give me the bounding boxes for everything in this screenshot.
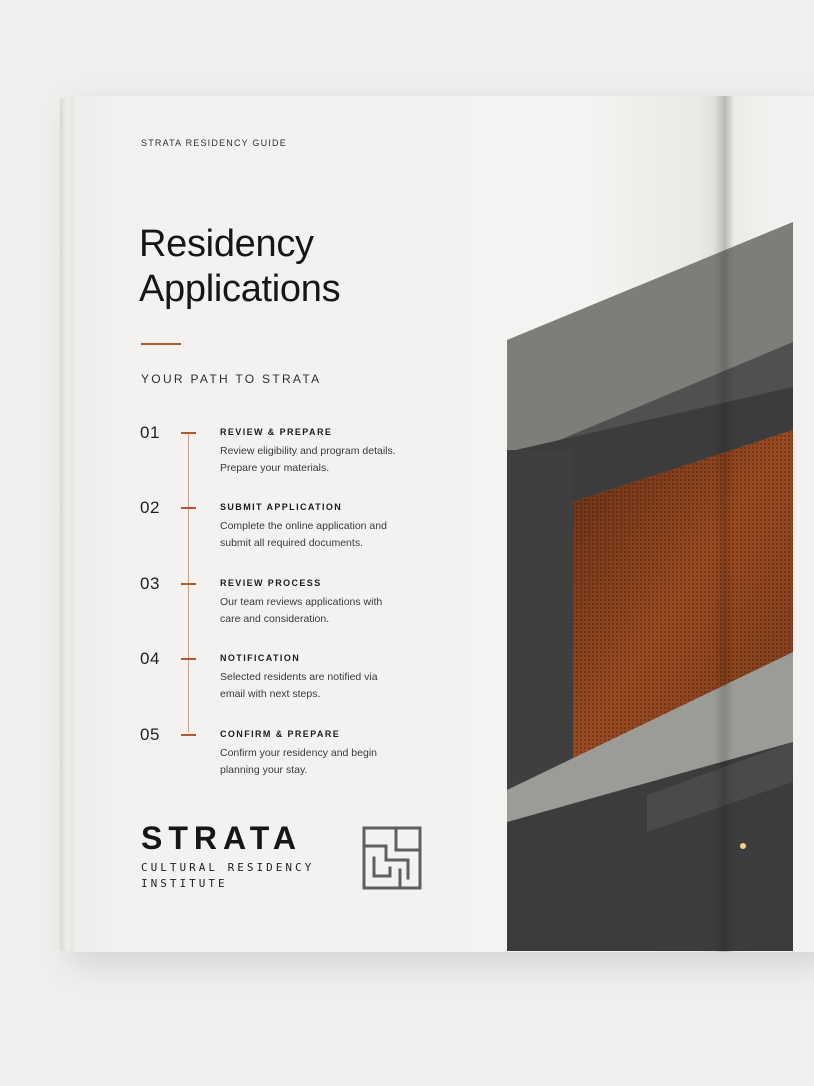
step-heading: SUBMIT APPLICATION — [220, 502, 343, 512]
step-description — [220, 594, 430, 627]
accent-rule — [141, 343, 181, 345]
step-notification — [140, 649, 440, 718]
architecture-photo — [507, 222, 793, 951]
step-submit-application — [140, 498, 440, 567]
step-description-line: Prepare your materials. — [220, 461, 330, 474]
step-number: 01 — [140, 423, 160, 442]
step-description-line: care and consideration. — [220, 612, 330, 625]
step-number: 04 — [140, 649, 160, 668]
step-description — [220, 518, 430, 551]
step-tick — [181, 734, 196, 736]
step-heading: REVIEW & PREPARE — [220, 427, 333, 437]
guide-eyebrow: STRATA RESIDENCY GUIDE — [141, 138, 287, 148]
step-description-line: Confirm your residency and begin — [220, 747, 377, 759]
step-tick — [181, 507, 196, 509]
strata-maze-logo-icon — [362, 826, 422, 890]
step-description — [220, 669, 430, 702]
page-gutter-shadow — [714, 96, 734, 952]
step-description-line: submit all required documents. — [220, 536, 363, 549]
step-number: 05 — [140, 725, 160, 744]
step-description — [220, 443, 430, 476]
step-review-prepare — [140, 423, 440, 492]
section-subtitle: YOUR PATH TO STRATA — [141, 372, 322, 386]
brand-subtitle-line: CULTURAL RESIDENCY — [141, 861, 315, 874]
step-description-line: Review eligibility and program details. — [220, 445, 396, 457]
step-heading: CONFIRM & PREPARE — [220, 729, 341, 739]
brand-wordmark: STRATA — [141, 820, 303, 856]
step-confirm-prepare — [140, 725, 440, 794]
page-title — [139, 222, 340, 312]
title-line-1: Residency — [139, 223, 314, 265]
step-tick — [181, 432, 196, 434]
step-description-line: planning your stay. — [220, 763, 308, 776]
brand-subtitle-line: INSTITUTE — [141, 877, 228, 890]
step-tick — [181, 658, 196, 660]
step-description — [220, 745, 430, 778]
step-description-line: Complete the online application and — [220, 520, 387, 532]
step-description-line: Selected residents are notified via — [220, 671, 378, 683]
step-review-process — [140, 574, 440, 643]
step-tick — [181, 583, 196, 585]
step-heading: NOTIFICATION — [220, 653, 301, 663]
brand-subtitle — [141, 860, 314, 892]
step-heading: REVIEW PROCESS — [220, 578, 322, 588]
step-number: 03 — [140, 574, 160, 593]
step-description-line: Our team reviews applications with — [220, 596, 383, 608]
step-number: 02 — [140, 498, 160, 517]
title-line-2: Applications — [139, 268, 341, 310]
step-description-line: email with next steps. — [220, 687, 321, 700]
